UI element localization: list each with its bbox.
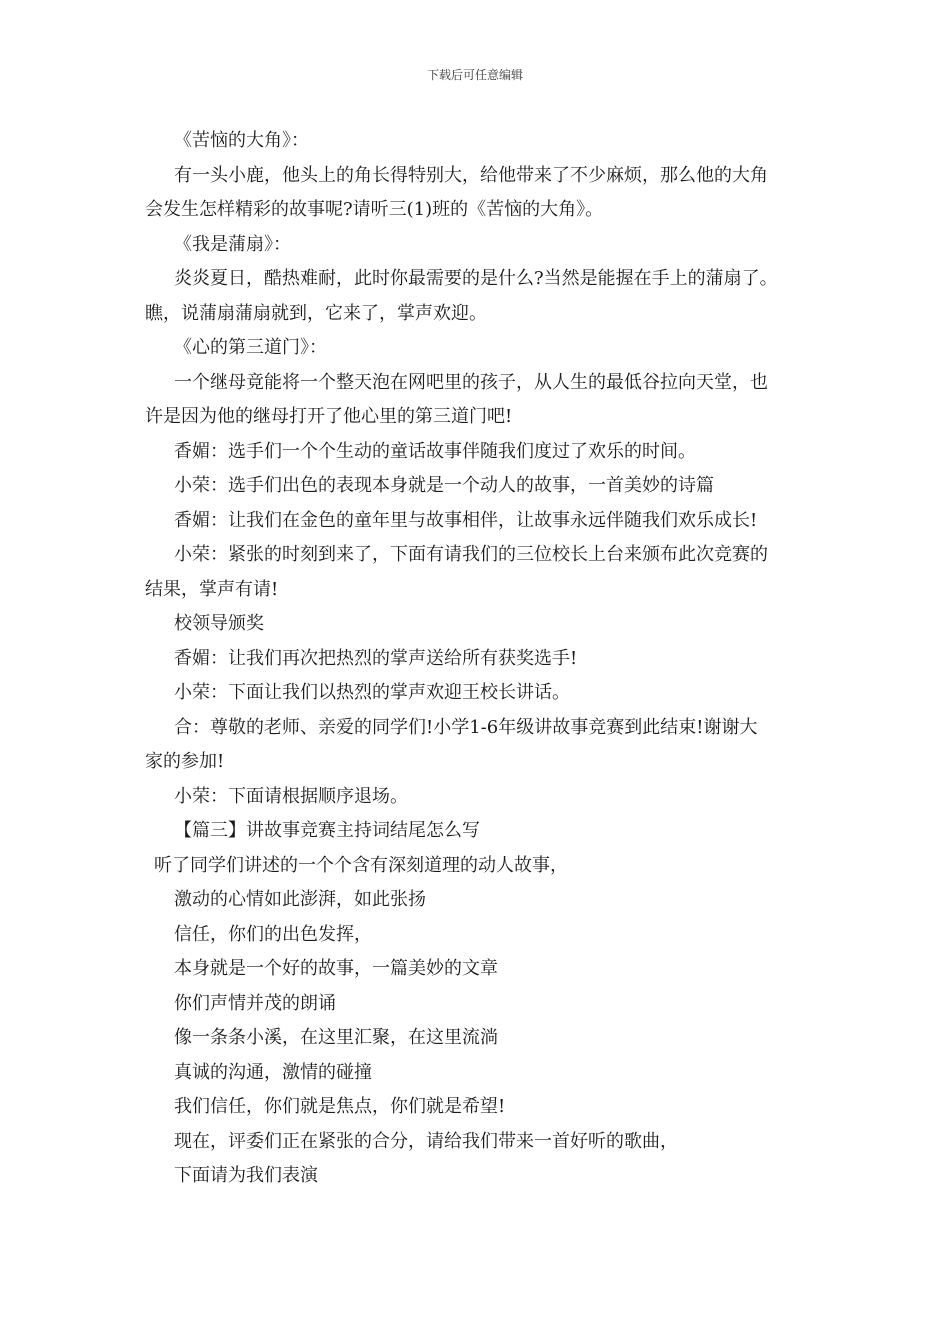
- text-line: 小荣：选手们出色的表现本身就是一个动人的故事，一首美妙的诗篇: [174, 475, 714, 496]
- text-line: 瞧，说蒲扇蒲扇就到，它来了，掌声欢迎。: [145, 302, 487, 324]
- text-line: 许是因为他的继母打开了他心里的第三道门吧!: [145, 406, 513, 427]
- text-line: 香媚：选手们一个个生动的童话故事伴随我们度过了欢乐的时间。: [174, 440, 696, 462]
- document-body: [145, 124, 825, 1194]
- text-line: 你们声情并茂的朗诵: [174, 992, 336, 1014]
- text-line: 下面请为我们表演: [174, 1165, 318, 1186]
- text-line: 校领导颁奖: [174, 613, 264, 634]
- text-line: 【篇三】讲故事竞赛主持词结尾怎么写: [174, 820, 480, 841]
- text-line: 炎炎夏日，酷热难耐，此时你最需要的是什么?当然是能握在手上的蒲扇了。: [174, 268, 778, 289]
- text-line: 信任，你们的出色发挥，: [174, 923, 372, 945]
- text-line: 激动的心情如此澎湃，如此张扬: [174, 889, 426, 910]
- text-line: 《苦恼的大角》：: [174, 130, 309, 151]
- text-line: 小荣：下面请根据顺序退场。: [174, 785, 408, 807]
- page-header: 下载后可任意编辑: [426, 68, 523, 82]
- text-line: 有一头小鹿，他头上的角长得特别大，给他带来了不少麻烦，那么他的大角: [174, 164, 768, 186]
- text-line: 听了同学们讲述的一个个含有深刻道理的动人故事，: [154, 854, 568, 876]
- text-line: 《心的第三道门》：: [174, 337, 327, 358]
- text-line: 一个继母竟能将一个整天泡在网吧里的孩子，从人生的最低谷拉向天堂，也: [174, 371, 768, 393]
- text-line: 小荣：下面让我们以热烈的掌声欢迎王校长讲话。: [174, 682, 570, 703]
- text-line: 小荣：紧张的时刻到来了，下面有请我们的三位校长上台来颁布此次竞赛的: [174, 544, 768, 565]
- text-line: 合：尊敬的老师、亲爱的同学们!小学1-6年级讲故事竞赛到此结束!谢谢大: [174, 716, 758, 738]
- text-line: 香媚：让我们再次把热烈的掌声送给所有获奖选手!: [174, 647, 578, 669]
- text-line: 《我是蒲扇》：: [174, 233, 291, 255]
- text-line: 现在，评委们正在紧张的合分，请给我们带来一首好听的歌曲，: [174, 1130, 678, 1152]
- text-line: 我们信任，你们就是焦点，你们就是希望!: [174, 1096, 506, 1117]
- text-line: 会发生怎样精彩的故事呢?请听三(1)班的《苦恼的大角》。: [145, 199, 604, 220]
- text-line: 香媚：让我们在金色的童年里与故事相伴，让故事永远伴随我们欢乐成长!: [174, 509, 758, 531]
- text-line: 本身就是一个好的故事，一篇美妙的文章: [174, 958, 498, 979]
- text-line: 结果，掌声有请!: [145, 578, 279, 600]
- text-line: 家的参加!: [145, 751, 225, 772]
- text-line: 像一条条小溪，在这里汇聚，在这里流淌: [174, 1027, 498, 1048]
- text-line: 真诚的沟通，激情的碰撞: [174, 1061, 372, 1083]
